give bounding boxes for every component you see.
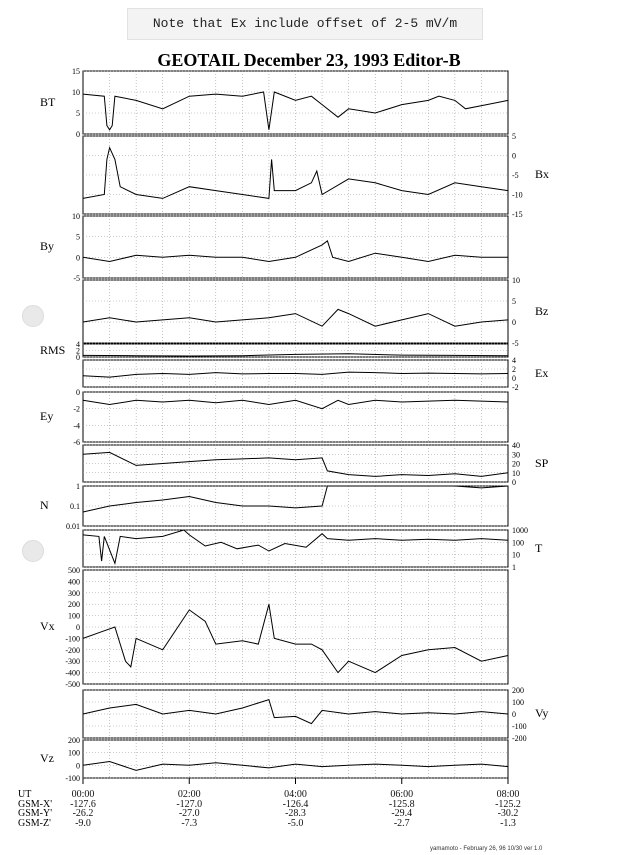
tick-label-Ey: 0 (76, 388, 80, 397)
tick-label-N: 0.01 (66, 522, 80, 531)
panel-label-By: By (40, 239, 55, 253)
tick-label-By: 5 (76, 232, 80, 242)
chart-title: GEOTAIL December 23, 1993 Editor-B (157, 50, 461, 70)
tick-label-Vx: 500 (68, 566, 80, 575)
footer-value-ut: 06:00 (390, 789, 414, 800)
tick-label-Vz: 100 (68, 748, 80, 758)
tick-label-By: -5 (73, 274, 80, 283)
tick-label-Ey: -6 (73, 438, 80, 447)
tick-label-RMS: 4 (76, 340, 80, 349)
panel-label-T: T (535, 540, 543, 555)
tick-label-Bx: -15 (512, 210, 523, 219)
tick-label-Vy: 100 (512, 698, 524, 707)
tick-label-By: 0 (76, 253, 80, 263)
footer-value-z: -7.3 (181, 817, 198, 829)
tick-label-Vy: 0 (512, 710, 516, 719)
footer-value-z: -1.3 (500, 817, 516, 829)
tick-label-Bz: 10 (512, 276, 520, 285)
footer-value-y: -28.3 (285, 808, 306, 819)
tick-label-N: 0.1 (70, 502, 80, 511)
footer-value-x: -127.0 (176, 798, 203, 810)
tick-label-SP: 20 (512, 459, 520, 469)
tick-label-Bx: 0 (512, 151, 516, 161)
panel-label-BT: BT (40, 94, 56, 109)
tick-label-Vy: -200 (512, 734, 527, 743)
tick-label-Vx: -100 (65, 634, 80, 644)
footer-row-label: GSM-X' (18, 798, 53, 810)
offset-note: Note that Ex include offset of 2-5 mV/m (127, 8, 483, 40)
tick-label-BT: 5 (76, 109, 80, 118)
tick-label-Bz: 5 (512, 297, 516, 306)
footer-column (372, 790, 432, 828)
panel-label-Bz: Bz (535, 303, 549, 318)
tick-label-BT: 15 (72, 67, 80, 76)
tick-label-Vx: 400 (68, 577, 80, 587)
footer-value-x: -127.6 (70, 798, 96, 810)
panel-label-RMS: RMS (40, 342, 66, 357)
footer-value-y: -29.4 (391, 808, 413, 819)
tick-label-Vx: 0 (76, 623, 80, 632)
tick-label-SP: 0 (512, 478, 516, 487)
tick-label-Ey: -4 (73, 421, 80, 431)
tick-label-Vz: 0 (76, 761, 80, 771)
tick-label-Ey: -2 (73, 404, 80, 414)
credit-text: yamamoto - February 26, 96 10/30 ver 1.0 (430, 846, 543, 852)
panel-label-Vx: Vx (40, 619, 55, 633)
panel-label-Ey: Ey (40, 409, 54, 423)
footer-value-ut: 04:00 (284, 789, 307, 800)
tick-label-BT: 10 (72, 88, 80, 97)
footer-value-y: -26.2 (72, 808, 94, 819)
footer-value-ut: 08:00 (496, 789, 520, 800)
footer-row-labels (18, 790, 52, 828)
tick-label-T: 1 (512, 563, 516, 572)
tick-label-Vy: 200 (512, 686, 524, 695)
tick-label-BT: 0 (76, 130, 80, 139)
tick-label-Ex: 4 (512, 356, 516, 365)
tick-label-T: 100 (512, 538, 524, 548)
footer-value-z: -9.0 (75, 817, 91, 829)
tick-label-SP: 10 (512, 468, 520, 478)
tick-label-SP: 40 (512, 441, 520, 450)
panel-label-Ex: Ex (535, 365, 549, 380)
footer-value-y: -27.0 (178, 808, 200, 819)
tick-label-Vx: 200 (68, 600, 80, 610)
footer-column (53, 790, 113, 828)
footer-value-x: -125.2 (495, 798, 521, 810)
tick-label-T: 1000 (512, 526, 528, 535)
footer-row-label: GSM-Z' (18, 817, 51, 829)
tick-label-N: 1 (76, 482, 80, 491)
footer-value-x: -125.8 (388, 798, 415, 810)
tick-label-Vx: 300 (68, 588, 80, 598)
panel-label-Vz: Vz (40, 751, 54, 765)
panel-label-Bx: Bx (535, 167, 550, 181)
footer-value-x: -126.4 (282, 798, 309, 810)
tick-label-Bx: -10 (512, 190, 523, 200)
tick-label-SP: 30 (512, 450, 520, 460)
tick-label-Vy: -100 (512, 722, 527, 731)
tick-label-By: 10 (72, 212, 80, 221)
footer-value-ut: 02:00 (177, 789, 201, 800)
panel-label-SP: SP (535, 455, 549, 470)
tick-label-Bx: -5 (512, 171, 519, 180)
footer-column (266, 790, 326, 828)
footer-value-z: -2.7 (393, 817, 410, 829)
footer-value-y: -30.2 (497, 808, 519, 819)
footer-value-z: -5.0 (287, 817, 304, 829)
tick-label-RMS: 2 (76, 346, 80, 356)
tick-label-Ex: 0 (512, 374, 516, 383)
tick-label-Vx: -300 (65, 657, 80, 667)
footer-column (478, 790, 538, 828)
footer-row-label: UT (18, 789, 32, 800)
tick-label-Vx: -200 (65, 645, 80, 655)
tick-label-RMS: 0 (76, 353, 80, 362)
tick-label-Bx: 5 (512, 132, 516, 141)
tick-label-Bz: 0 (512, 318, 516, 327)
tick-label-T: 10 (512, 550, 520, 560)
tick-label-Bz: -5 (512, 339, 519, 348)
tick-label-Vz: 200 (68, 736, 80, 745)
footer-row-label: GSM-Y' (18, 808, 53, 819)
tick-label-Ex: 2 (512, 365, 516, 374)
tick-label-Ex: -2 (512, 383, 519, 392)
footer-column (159, 790, 219, 828)
tick-label-Vx: -500 (65, 680, 80, 689)
tick-label-Vx: 100 (68, 611, 80, 621)
panel-label-N: N (40, 498, 49, 512)
footer-value-ut: 00:00 (71, 789, 95, 800)
panel-label-Vy: Vy (535, 706, 549, 720)
tick-label-Vx: -400 (65, 668, 80, 678)
tick-label-Vz: -100 (65, 774, 80, 783)
